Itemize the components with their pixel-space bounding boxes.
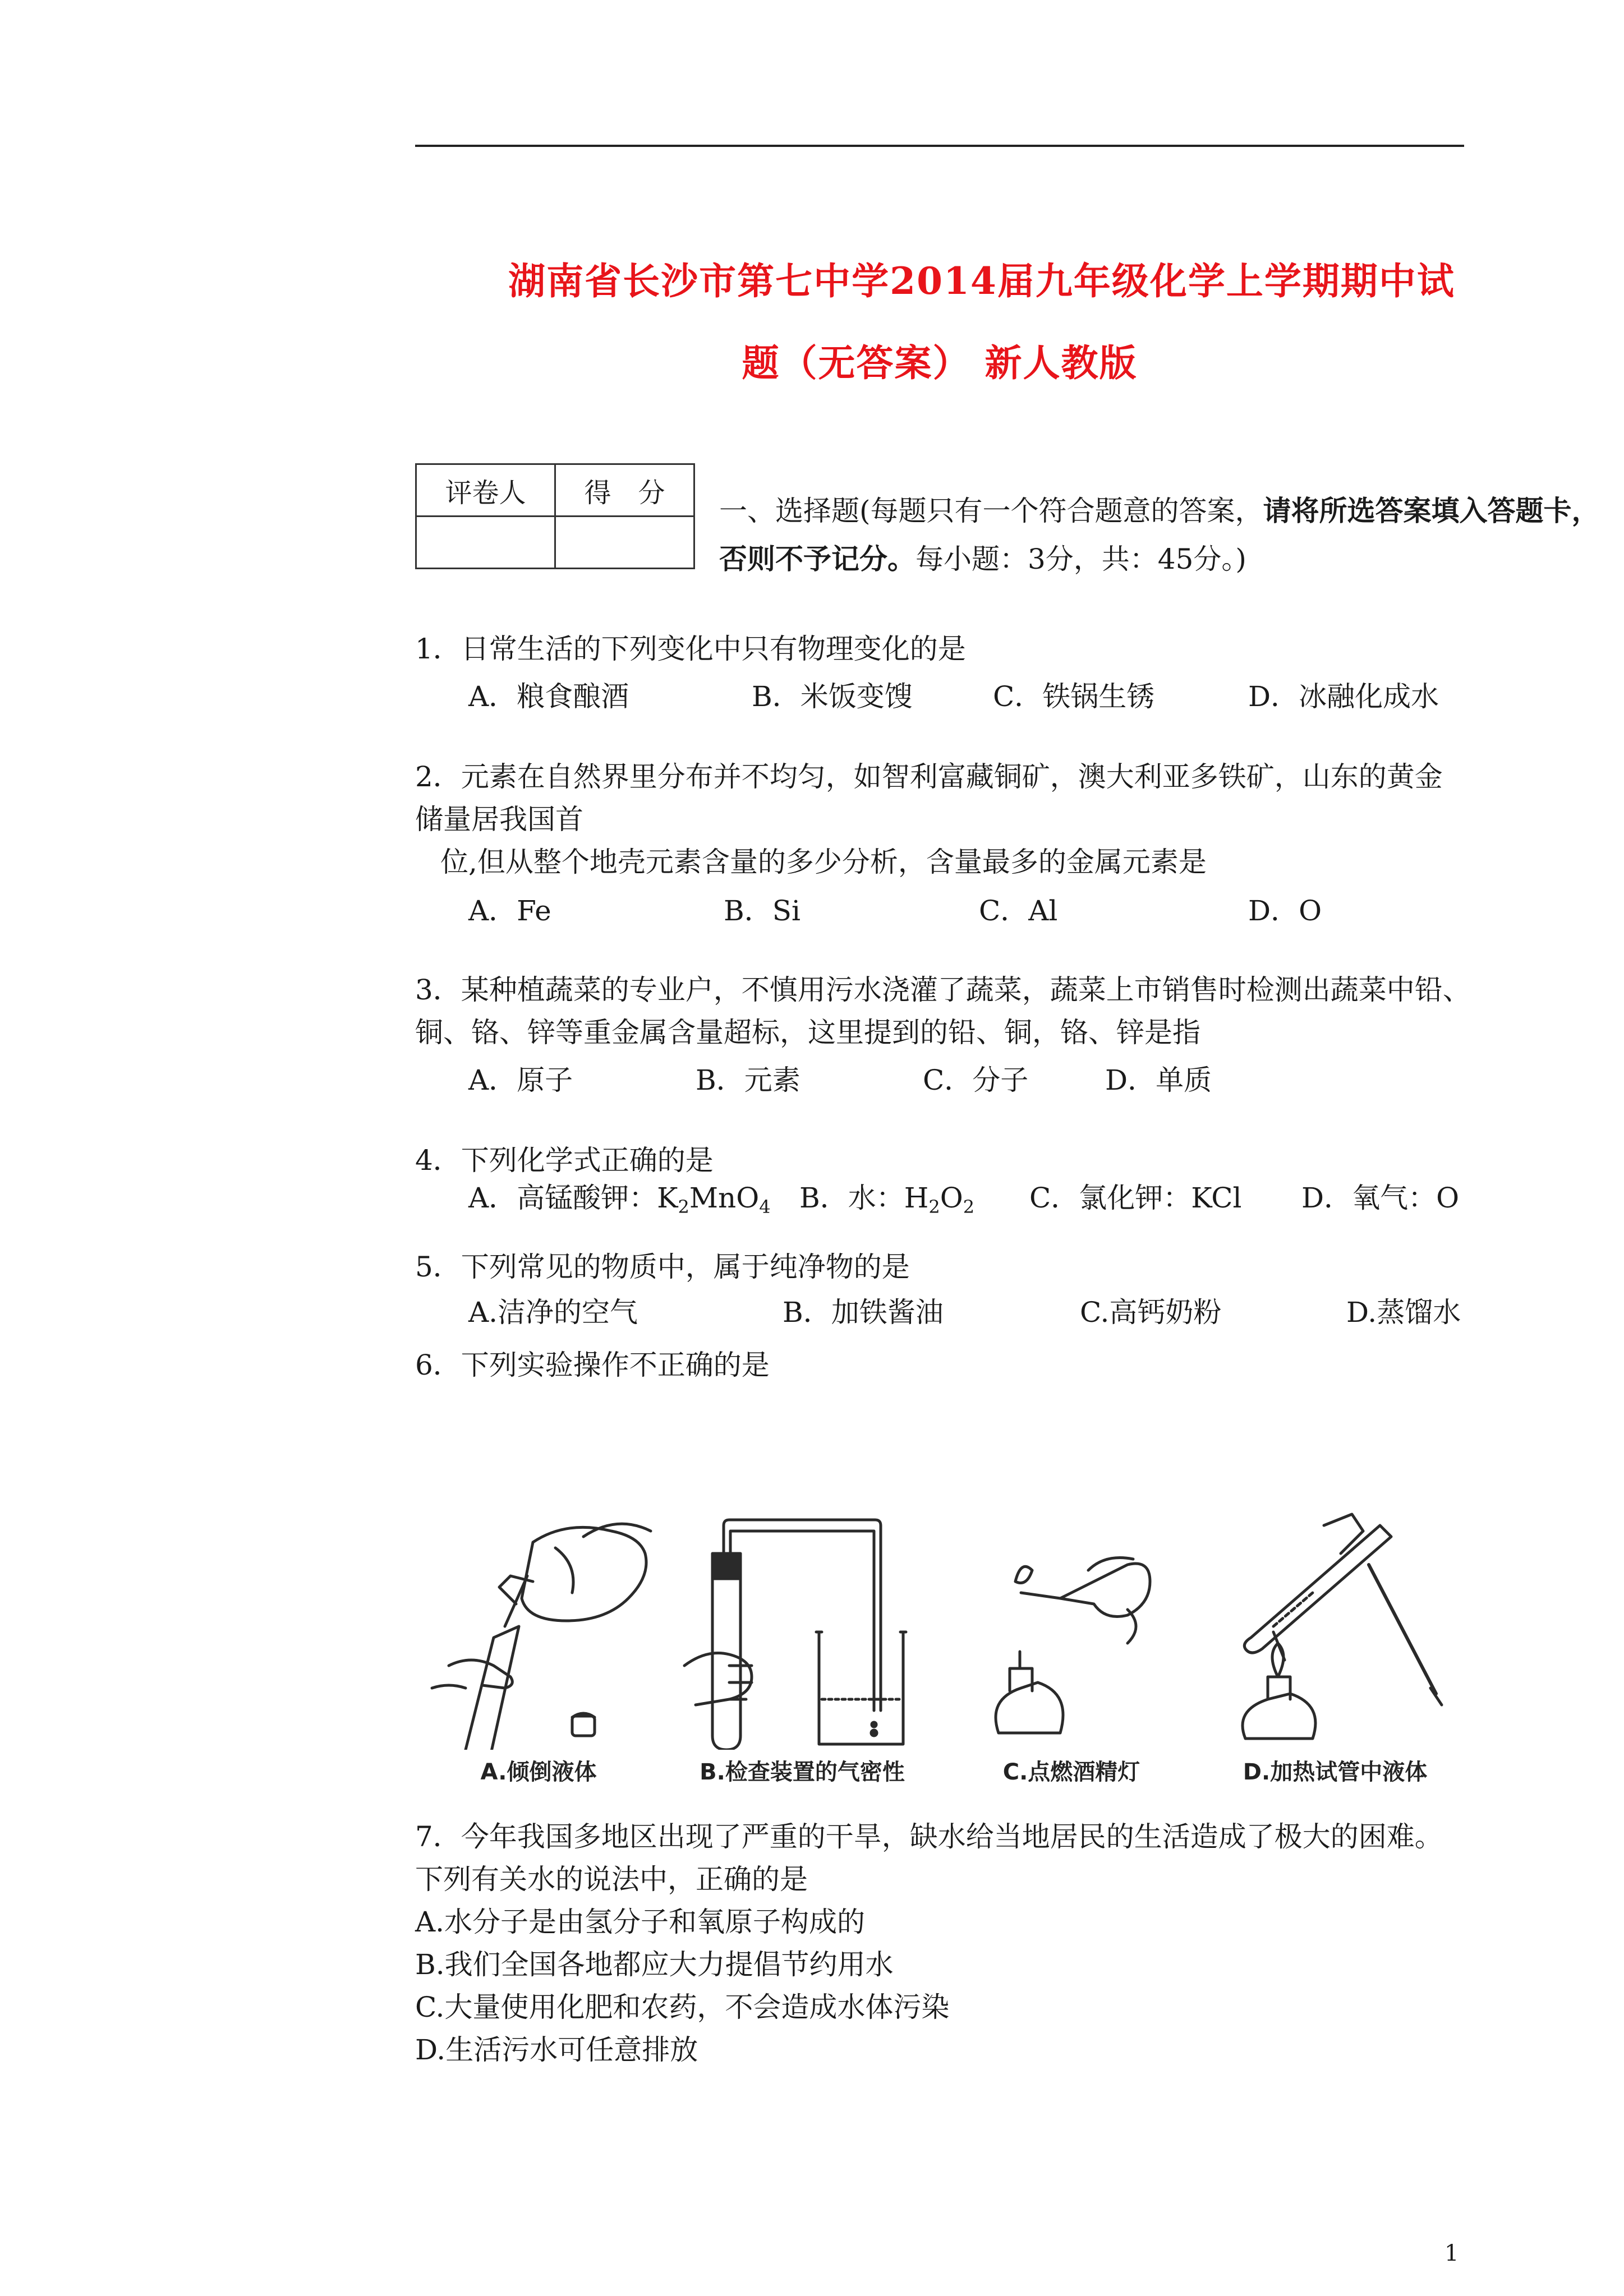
question-2-stem-line-3: 位,但从整个地壳元素含量的多少分析，含量最多的金属元素是 bbox=[440, 846, 1207, 878]
score-table-score-cell[interactable] bbox=[555, 517, 694, 569]
page-number: 1 bbox=[1444, 2240, 1459, 2266]
figure-caption-d: D.加热试管中液体 bbox=[1243, 1759, 1428, 1785]
figure-panel-c[interactable] bbox=[948, 1497, 1195, 1789]
question-7-option-d[interactable]: D.生活污水可任意排放 bbox=[415, 2034, 698, 2066]
question-5-stem: 5．下列常见的物质中，属于纯净物的是 bbox=[415, 1251, 910, 1283]
question-7-stem-line-2: 下列有关水的说法中，正确的是 bbox=[415, 1863, 808, 1896]
question-4-option-a[interactable] bbox=[468, 1175, 771, 1218]
question-3-option-b[interactable]: B．元素 bbox=[696, 1064, 801, 1096]
question-1-stem: 1．日常生活的下列变化中只有物理变化的是 bbox=[415, 633, 966, 665]
question-5-option-b[interactable]: B．加铁酱油 bbox=[783, 1296, 944, 1329]
question-4-option-b[interactable] bbox=[799, 1175, 974, 1218]
formula-k: K bbox=[657, 1182, 678, 1214]
header-rule bbox=[415, 145, 1464, 147]
figure-caption-c: C.点燃酒精灯 bbox=[1002, 1759, 1140, 1785]
lab-operations-figure bbox=[415, 1497, 1464, 1789]
question-1-option-d[interactable]: D．冰融化成水 bbox=[1248, 680, 1439, 713]
question-2-option-b[interactable]: B．Si bbox=[724, 895, 801, 927]
question-1-option-c[interactable]: C．铁锅生锈 bbox=[993, 680, 1155, 713]
section-1-intro: 一、选择题(每题只有一个符合题意的答案， bbox=[719, 495, 1263, 527]
section-1-instructions bbox=[719, 487, 1611, 583]
question-7-option-c[interactable]: C.大量使用化肥和农药，不会造成水体污染 bbox=[415, 1991, 950, 2023]
heating-test-tube-illustration bbox=[1212, 1497, 1459, 1750]
question-1-option-a[interactable]: A．粮食酿酒 bbox=[468, 680, 629, 713]
question-7-stem-line-1: 7．今年我国多地区出现了严重的干旱，缺水给当地居民的生活造成了极大的困难。 bbox=[415, 1820, 1443, 1853]
formula-mno: MnO bbox=[689, 1182, 760, 1214]
score-table-header-reviewer: 评卷人 bbox=[416, 464, 555, 517]
question-4-option-a-label: A．高锰酸钾： bbox=[468, 1182, 657, 1214]
figure-caption-b: B.检查装置的气密性 bbox=[700, 1759, 905, 1785]
formula-h-subscript: 2 bbox=[928, 1196, 940, 1218]
title-line-2: 题（无答案） 新人教版 bbox=[742, 341, 1138, 385]
airtightness-check-illustration bbox=[679, 1497, 926, 1750]
formula-o-subscript: 4 bbox=[759, 1196, 771, 1218]
question-3-stem-line-1: 3．某种植蔬菜的专业户，不慎用污水浇灌了蔬菜，蔬菜上市销售时检测出蔬菜中铅、 bbox=[415, 974, 1471, 1006]
section-1-intro-bold: 请将所选答案填入答题卡，否则不予记分。 bbox=[719, 494, 1600, 575]
formula-h: H bbox=[904, 1182, 929, 1214]
formula-o: O bbox=[940, 1182, 963, 1214]
figure-panel-a[interactable] bbox=[415, 1497, 662, 1789]
question-2-option-a[interactable]: A．Fe bbox=[468, 895, 551, 927]
figure-caption-a: A.倾倒液体 bbox=[480, 1759, 597, 1785]
question-4-option-d[interactable]: D．氧气：O bbox=[1301, 1182, 1460, 1214]
question-2-stem-line-1: 2．元素在自然界里分布并不均匀，如智利富藏铜矿，澳大利亚多铁矿，山东的黄金 bbox=[415, 760, 1443, 793]
question-3-stem-line-2: 铜、铬、锌等重金属含量超标，这里提到的铅、铜，铬、锌是指 bbox=[415, 1016, 1200, 1049]
question-5-option-c[interactable]: C.高钙奶粉 bbox=[1080, 1296, 1222, 1329]
formula-k-subscript: 2 bbox=[678, 1196, 689, 1218]
title-line-1: 湖南省长沙市第七中学2014届九年级化学上学期期中试 bbox=[508, 259, 1455, 303]
question-1-option-b[interactable]: B．米饭变馊 bbox=[752, 680, 913, 713]
question-2-option-d[interactable]: D．O bbox=[1248, 895, 1322, 927]
formula-o2-subscript: 2 bbox=[963, 1196, 975, 1218]
lighting-alcohol-lamp-illustration bbox=[948, 1497, 1195, 1750]
question-5-option-d[interactable]: D.蒸馏水 bbox=[1346, 1296, 1461, 1329]
question-7-option-a[interactable]: A.水分子是由氢分子和氧原子构成的 bbox=[415, 1906, 866, 1938]
score-table-reviewer-cell[interactable] bbox=[416, 517, 555, 569]
question-3-option-c[interactable]: C．分子 bbox=[923, 1064, 1029, 1096]
question-4-option-c[interactable]: C．氯化钾：KCl bbox=[1029, 1182, 1242, 1214]
question-5-option-a[interactable]: A.洁净的空气 bbox=[468, 1296, 638, 1329]
question-3-option-d[interactable]: D．单质 bbox=[1105, 1064, 1212, 1096]
question-4-option-b-label: B．水： bbox=[799, 1182, 904, 1214]
figure-panel-d[interactable] bbox=[1212, 1497, 1459, 1789]
pouring-liquid-illustration bbox=[415, 1497, 662, 1750]
question-6-stem: 6．下列实验操作不正确的是 bbox=[415, 1349, 770, 1381]
section-1-intro-tail: 每小题：3分，共：45分。) bbox=[915, 543, 1246, 575]
question-7-option-b[interactable]: B.我们全国各地都应大力提倡节约用水 bbox=[415, 1948, 894, 1981]
question-3-option-a[interactable]: A．原子 bbox=[468, 1064, 573, 1096]
question-4-stem: 4．下列化学式正确的是 bbox=[415, 1144, 714, 1177]
question-2-option-c[interactable]: C．Al bbox=[979, 895, 1058, 927]
question-2-stem-line-2: 储量居我国首 bbox=[415, 803, 583, 836]
score-table bbox=[415, 463, 695, 569]
figure-panel-b[interactable] bbox=[679, 1497, 926, 1789]
score-table-header-score: 得 分 bbox=[555, 464, 694, 517]
